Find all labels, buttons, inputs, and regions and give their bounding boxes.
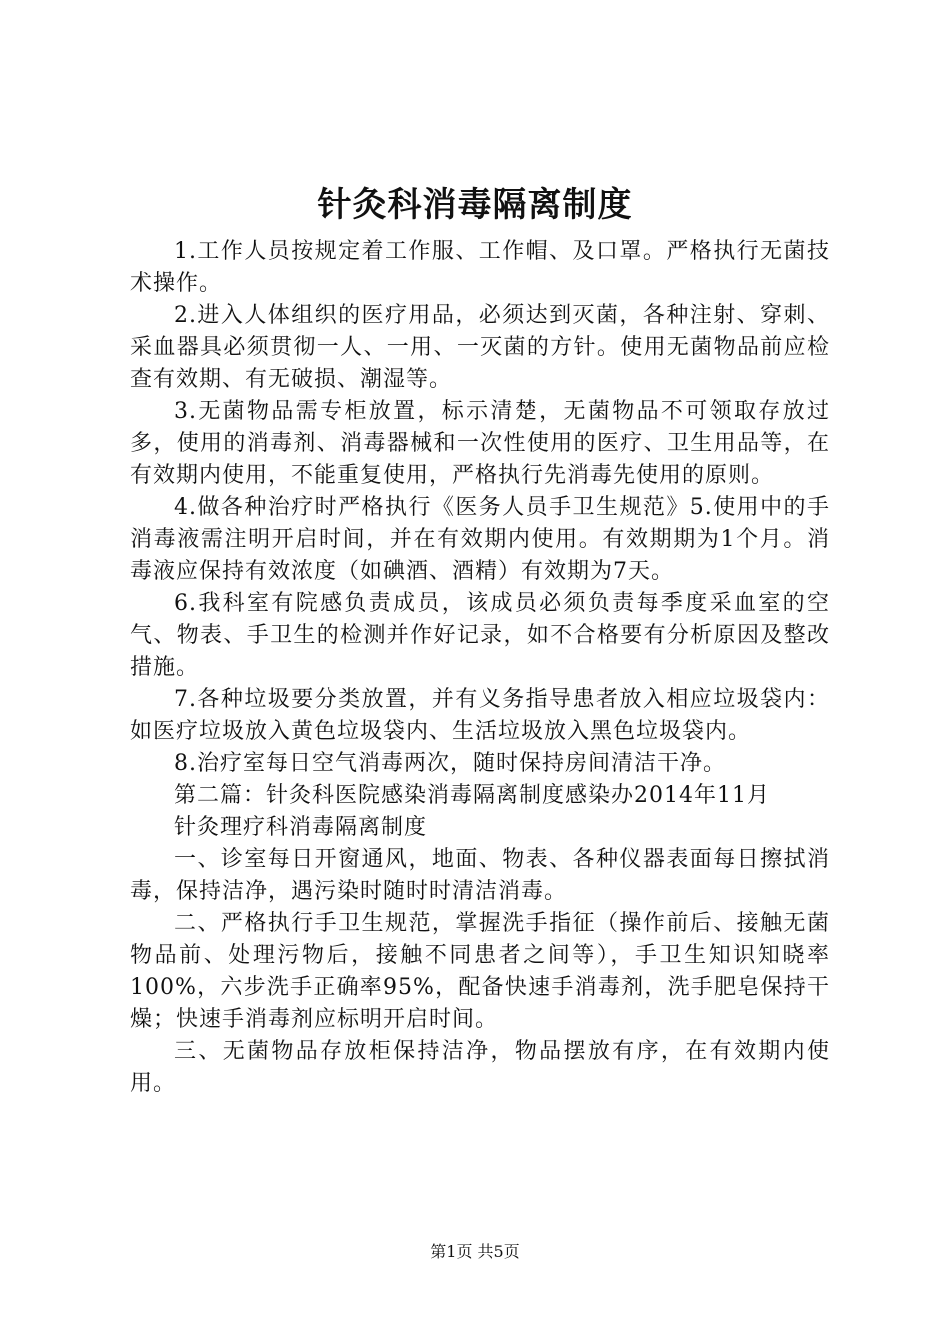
rule-two: 二、严格执行手卫生规范，掌握洗手指征（操作前后、接触无菌物品前、处理污物后，接触不同患者之间等），手卫生知识知晓率100%，六步洗手正确率95%，配备快速手消毒剂，洗手肥皂保持干燥；快速手消毒剂应标明开启时间。	[130, 911, 830, 1032]
document-body	[130, 236, 830, 1100]
paragraph-7: 7.各种垃圾要分类放置，并有义务指导患者放入相应垃圾袋内：如医疗垃圾放入黄色垃圾袋内、生活垃圾放入黑色垃圾袋内。	[130, 687, 830, 744]
paragraph-1: 1.工作人员按规定着工作服、工作帽、及口罩。严格执行无菌技术操作。	[130, 239, 830, 296]
page-footer: 第1页 共5页	[430, 1242, 520, 1261]
section-heading-second-part: 第二篇：针灸科医院感染消毒隔离制度感染办2014年11月	[174, 783, 770, 808]
document-title: 针灸科消毒隔离制度	[317, 185, 633, 225]
paragraph-2: 2.进入人体组织的医疗用品，必须达到灭菌，各种注射、穿刺、采血器具必须贯彻一人、一用、一灭菌的方针。使用无菌物品前应检查有效期、有无破损、潮湿等。	[130, 303, 830, 392]
paragraph-3: 3.无菌物品需专柜放置，标示清楚，无菌物品不可领取存放过多，使用的消毒剂、消毒器械和一次性使用的医疗、卫生用品等，在有效期内使用，不能重复使用，严格执行先消毒先使用的原则。	[130, 399, 830, 488]
subtitle-acupuncture-therapy: 针灸理疗科消毒隔离制度	[174, 815, 428, 840]
paragraph-8: 8.治疗室每日空气消毒两次，随时保持房间清洁干净。	[174, 751, 726, 776]
paragraph-6: 6.我科室有院感负责成员，该成员必须负责每季度采血室的空气、物表、手卫生的检测并作好记录，如不合格要有分析原因及整改措施。	[130, 591, 830, 680]
rule-one: 一、诊室每日开窗通风，地面、物表、各种仪器表面每日擦拭消毒，保持洁净，遇污染时随时时清洁消毒。	[130, 847, 830, 904]
rule-three: 三、无菌物品存放柜保持洁净，物品摆放有序，在有效期内使用。	[130, 1039, 830, 1096]
paragraph-4: 4.做各种治疗时严格执行《医务人员手卫生规范》5.使用中的手消毒液需注明开启时间，并在有效期内使用。有效期期为1个月。消毒液应保持有效浓度（如碘酒、酒精）有效期为7天。	[130, 495, 830, 584]
